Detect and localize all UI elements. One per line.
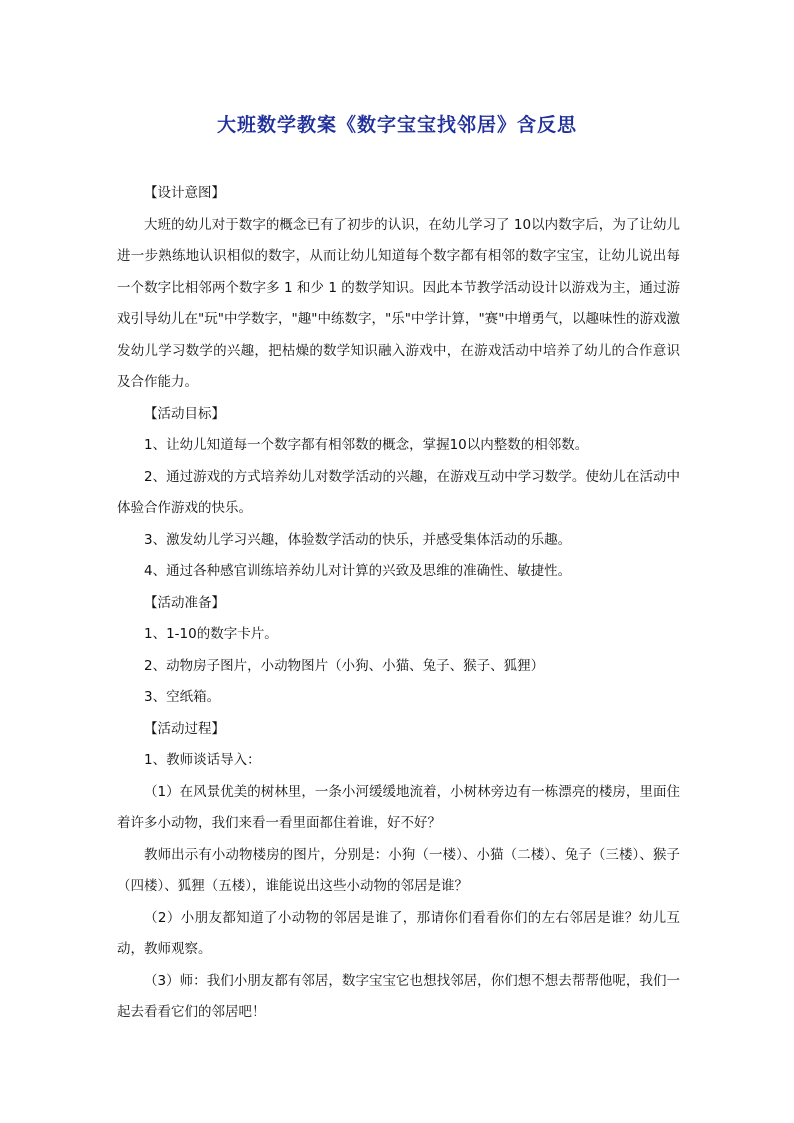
document-title: 大班数学教案《数字宝宝找邻居》含反思 [216,114,577,136]
paragraph: 4、通过各种感官训练培养幼儿对计算的兴致及思维的准确性、敏捷性。 [144,563,572,579]
section-heading: 【活动过程】 [144,720,225,737]
paragraph: 1、1-10的数字卡片。 [144,626,278,642]
paragraph: （3）师：我们小朋友都有邻居，数字宝宝它也想找邻居，你们想不想去帮帮他呢，我们一起去看看它们的邻居吧！ [117,972,680,1020]
paragraph: 1、教师谈话导入： [144,752,261,768]
paragraph: 大班的幼儿对于数字的概念已有了初步的认识，在幼儿学习了 10以内数字后，为了让幼儿进一步熟练地认识相似的数字，从而让幼儿知道每个数字都有相邻的数字宝宝，让幼儿说出每一个数字比相邻两个数字多 1 和少 1 的数学知识。因此本节教学活动设计以游戏为主，通过游戏引导幼儿在"玩"中学数字，"趣"中练数字，"乐"中学计算，"赛"中增勇气，以趣味性的游戏激发幼儿学习数学的兴趣，把枯燥的数学知识融入游戏中，在游戏活动中培养了幼儿的合作意识及合作能力。 [117,216,680,390]
section-heading: 【活动准备】 [144,594,225,611]
paragraph: （1）在风景优美的树林里，一条小河缓缓地流着，小树林旁边有一栋漂亮的楼房，里面住着许多小动物，我们来看一看里面都住着谁，好不好？ [117,783,680,831]
paragraph: 2、动物房子图片，小动物图片（小狗、小猫、兔子、猴子、狐狸） [144,657,545,674]
section-heading: 【设计意图】 [144,185,225,201]
paragraph: （2）小朋友都知道了小动物的邻居是谁了，那请你们看看你们的左右邻居是谁？幼儿互动，教师观察。 [117,909,680,957]
paragraph: 3、空纸箱。 [144,689,221,705]
paragraph: 3、激发幼儿学习兴趣，体验数学活动的快乐，并感受集体活动的乐趣。 [144,531,572,548]
paragraph: 教师出示有小动物楼房的图片，分别是：小狗（一楼）、小猫（二楼）、兔子（三楼）、猴子（四楼）、狐狸（五楼），谁能说出这些小动物的邻居是谁？ [117,846,680,894]
paragraph: 2、通过游戏的方式培养幼儿对数学活动的兴趣，在游戏互动中学习数学。使幼儿在活动中体验合作游戏的快乐。 [117,468,680,516]
document-body [117,178,680,1029]
paragraph: 1、让幼儿知道每一个数字都有相邻数的概念，掌握10以内整数的相邻数。 [144,437,589,453]
section-heading: 【活动目标】 [144,405,225,422]
